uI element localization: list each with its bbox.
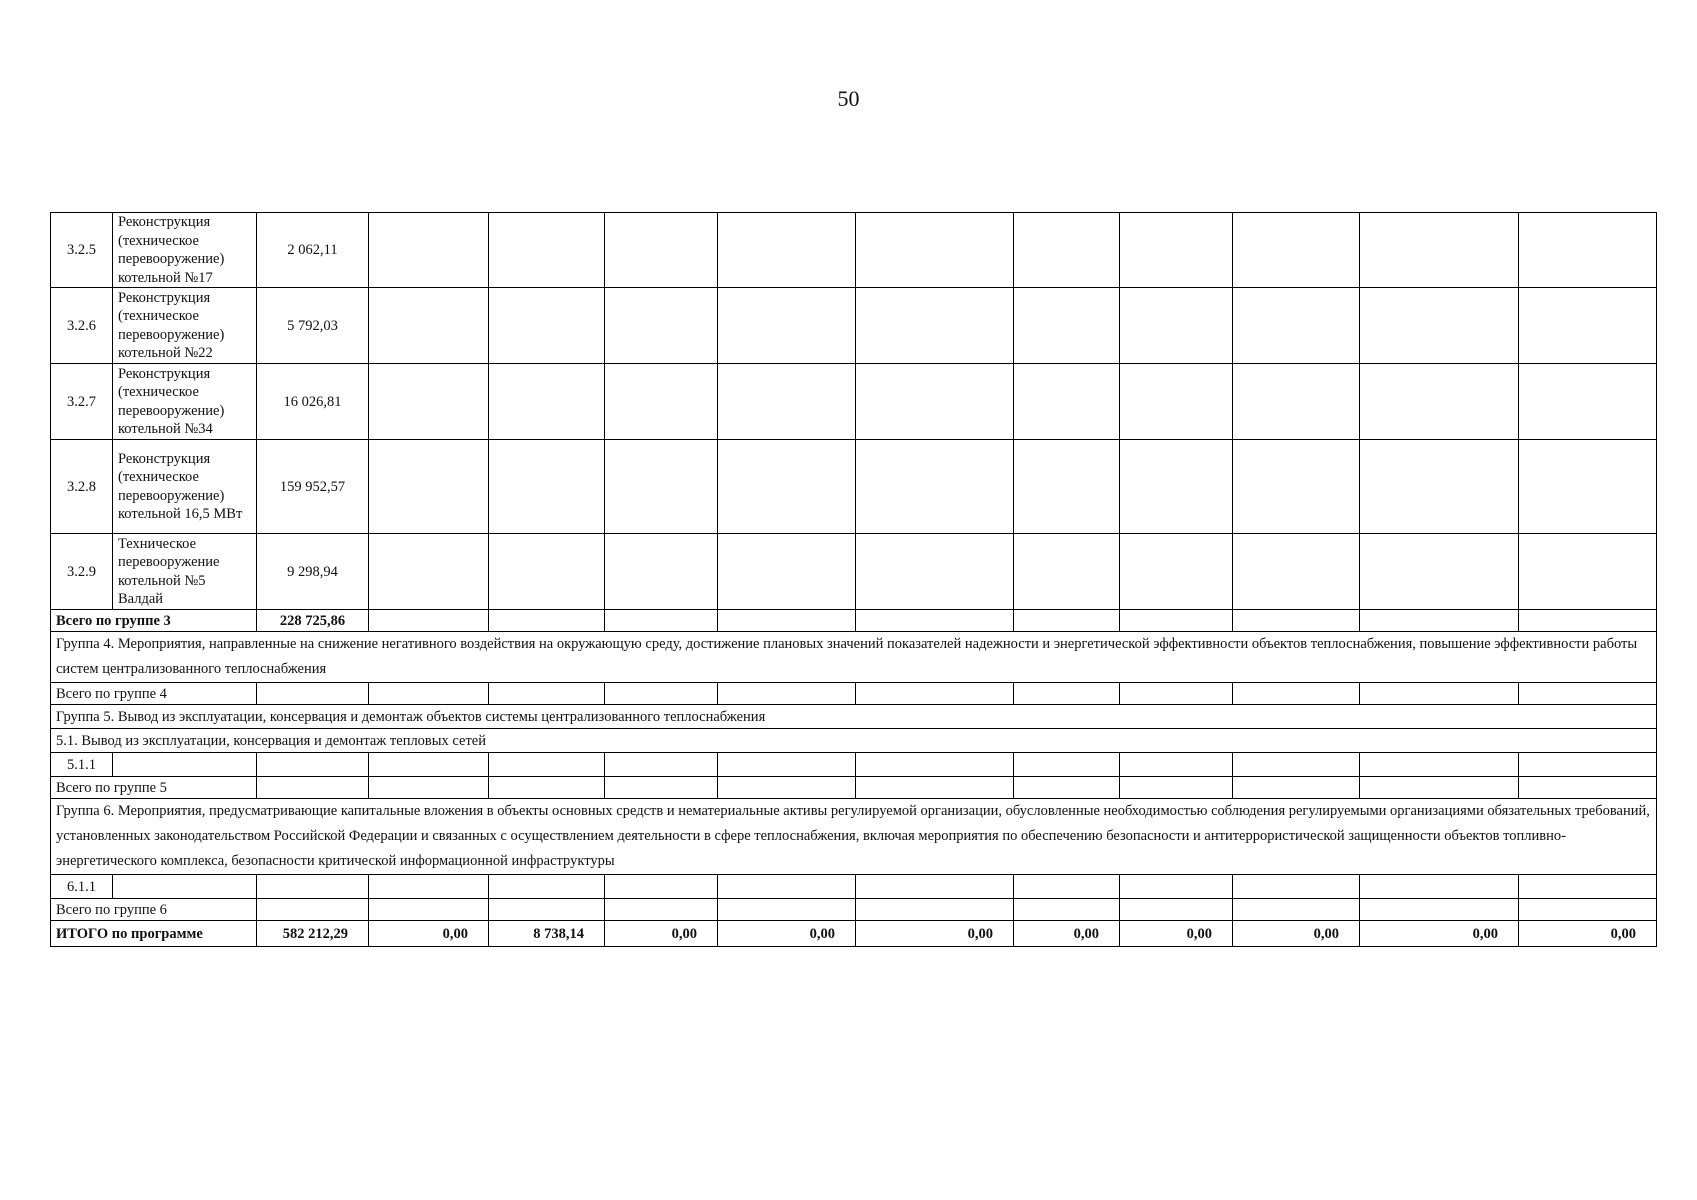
group6-header-row xyxy=(51,799,1657,875)
table-row xyxy=(51,753,1657,777)
group5-title: Группа 5. Вывод из эксплуатации, консервация и демонтаж объектов системы централизованного теплоснабжения xyxy=(51,705,1657,729)
group6-total-label: Всего по группе 6 xyxy=(51,899,257,921)
group5-subgroup-title: 5.1. Вывод из эксплуатации, консервация и демонтаж тепловых сетей xyxy=(51,729,1657,753)
group5-subgroup-row xyxy=(51,729,1657,753)
row-value: 2 062,11 xyxy=(257,213,369,288)
grand-total-row xyxy=(51,921,1657,947)
row-name: Техническое перевооружение котельной №5 Валдай xyxy=(113,534,257,610)
grand-total-value: 0,00 xyxy=(856,921,1014,947)
grand-total-value: 0,00 xyxy=(1233,921,1360,947)
investment-program-table xyxy=(50,212,1657,947)
row-code: 3.2.9 xyxy=(51,534,113,610)
group4-header-row xyxy=(51,632,1657,683)
row-name: Реконструкция (техническое перевооружение) котельной №22 xyxy=(113,288,257,364)
grand-total-value: 0,00 xyxy=(369,921,489,947)
group5-total-label: Всего по группе 5 xyxy=(51,777,257,799)
row-name: Реконструкция (техническое перевооружение) котельной №17 xyxy=(113,213,257,288)
row-value: 16 026,81 xyxy=(257,364,369,440)
row-code: 3.2.7 xyxy=(51,364,113,440)
row-code: 3.2.8 xyxy=(51,440,113,534)
row-value: 159 952,57 xyxy=(257,440,369,534)
group3-total-row xyxy=(51,610,1657,632)
group3-total-label: Всего по группе 3 xyxy=(51,610,257,632)
grand-total-value: 0,00 xyxy=(1014,921,1120,947)
table-row xyxy=(51,288,1657,364)
row-code: 3.2.5 xyxy=(51,213,113,288)
group5-total-row xyxy=(51,777,1657,799)
table-row xyxy=(51,440,1657,534)
row-code: 3.2.6 xyxy=(51,288,113,364)
grand-total-value: 0,00 xyxy=(1519,921,1657,947)
group5-header-row xyxy=(51,705,1657,729)
row-value: 5 792,03 xyxy=(257,288,369,364)
group3-total-value: 228 725,86 xyxy=(257,610,369,632)
group4-title: Группа 4. Мероприятия, направленные на снижение негативного воздействия на окружающую среду, достижение плановых значений показателей надежности и энергетической эффективности объектов теплоснабжения, повышение эффективности работы систем централизованного теплоснабжения xyxy=(51,632,1657,683)
row-value: 9 298,94 xyxy=(257,534,369,610)
grand-total-label: ИТОГО по программе xyxy=(51,921,257,947)
group6-total-row xyxy=(51,899,1657,921)
group6-title: Группа 6. Мероприятия, предусматривающие капитальные вложения в объекты основных средств и нематериальные активы регулируемой организации, обусловленные необходимостью соблюдения регулируемыми организациями обязательных требований, установленных законодательством Российской Федерации и связанных с осуществлением деятельности в сфере теплоснабжения, включая мероприятия по обеспечению безопасности и антитеррористической защищенности объектов топливно-энергетического комплекса, безопасности критической информационной инфраструктуры xyxy=(51,799,1657,875)
grand-total-value: 0,00 xyxy=(718,921,856,947)
group4-total-row xyxy=(51,683,1657,705)
row-code: 6.1.1 xyxy=(51,875,113,899)
table-row xyxy=(51,875,1657,899)
row-code: 5.1.1 xyxy=(51,753,113,777)
row-name: Реконструкция (техническое перевооружение) котельной 16,5 МВт xyxy=(113,440,257,534)
row-name: Реконструкция (техническое перевооружение) котельной №34 xyxy=(113,364,257,440)
table-row xyxy=(51,364,1657,440)
group4-total-label: Всего по группе 4 xyxy=(51,683,257,705)
grand-total-value: 8 738,14 xyxy=(489,921,605,947)
grand-total-value: 0,00 xyxy=(605,921,718,947)
page-number: 50 xyxy=(837,86,860,111)
table-row xyxy=(51,213,1657,288)
table-row xyxy=(51,534,1657,610)
grand-total-value: 582 212,29 xyxy=(257,921,369,947)
grand-total-value: 0,00 xyxy=(1120,921,1233,947)
grand-total-value: 0,00 xyxy=(1360,921,1519,947)
